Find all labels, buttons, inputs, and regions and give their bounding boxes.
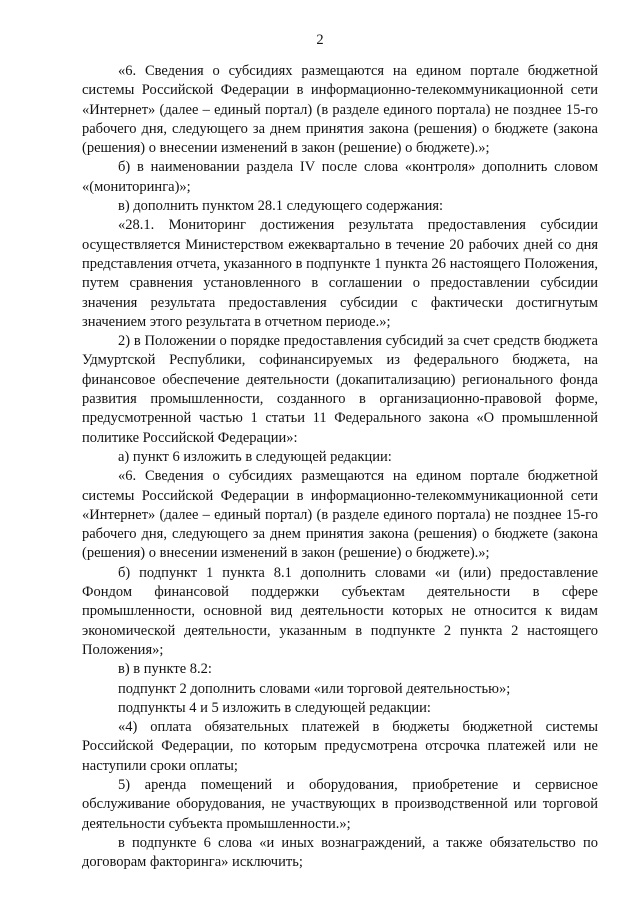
paragraph: подпункты 4 и 5 изложить в следующей редакции:: [118, 699, 431, 716]
paragraph: подпункт 2 дополнить словами «или торговой деятельностью»;: [118, 680, 511, 697]
paragraph: в подпункте 6 слова «и иных вознаграждений, а также обязательство по договорам факторинга» исключить;: [82, 834, 598, 871]
document-body: [82, 62, 598, 872]
paragraph: «4) оплата обязательных платежей в бюджеты бюджетной системы Российской Федерации, по которым предусмотрена отсрочка платежей или не наступили сроки оплаты;: [82, 719, 598, 774]
paragraph: 2) в Положении о порядке предоставления субсидий за счет средств бюджета Удмуртской Республики, софинансируемых из федерального бюджета, на финансовое обеспечение деятельности (докапитализацию) регионального фонда развития промышленности, созданного в организационно-правовой форме, предусмотренной частью 1 статьи 11 Федерального закона «О промышленной политике Российской Федерации»:: [82, 333, 598, 446]
paragraph: б) подпункт 1 пункта 8.1 дополнить словами «и (или) предоставление Фондом финансовой поддержки субъектам деятельности в сфере промышленности, основной вид деятельности которых не относится к видам экономической деятельности, указанным в подпункте 2 пункта 2 настоящего Положения»;: [82, 564, 598, 658]
paragraph: б) в наименовании раздела IV после слова «контроля» дополнить словом «(мониторинга)»;: [82, 159, 598, 195]
paragraph: в) дополнить пунктом 28.1 следующего содержания:: [118, 198, 444, 215]
paragraph: 5) аренда помещений и оборудования, приобретение и сервисное обслуживание оборудования, не участвующих в производственной или торговой деятельности субъекта промышленности.»;: [82, 776, 598, 832]
paragraph: «6. Сведения о субсидиях размещаются на едином портале бюджетной системы Российской Федерации в информационно-телекоммуникационной сети «Интернет» (далее – единый портал) (в разделе единого портала) не позднее 15-го рабочего дня, следующего за днем принятия закона (решения) о бюджете (закона (решения) о внесении изменений в закон (решение) о бюджете).»;: [82, 468, 598, 562]
page-number: 2: [316, 32, 324, 48]
paragraph: в) в пункте 8.2:: [118, 661, 212, 678]
paragraph: «28.1. Мониторинг достижения результата предоставления субсидии осуществляется Министерством ежеквартально в течение 20 рабочих дней со дня представления отчета, указанного в подпункте 1 пункта 26 настоящего Положения, путем сравнения установленного в соглашении о предоставлении субсидии значения результата предоставления субсидии с фактически достигнутым значением этого результата в отчетном периоде.»;: [82, 217, 598, 330]
paragraph: «6. Сведения о субсидиях размещаются на едином портале бюджетной системы Российской Федерации в информационно-телекоммуникационной сети «Интернет» (далее – единый портал) (в разделе единого портала) не позднее 15-го рабочего дня, следующего за днем принятия закона (решения) о бюджете (закона (решения) о внесении изменений в закон (решение) о бюджете).»;: [82, 63, 598, 157]
paragraph: а) пункт 6 изложить в следующей редакции:: [118, 448, 392, 465]
